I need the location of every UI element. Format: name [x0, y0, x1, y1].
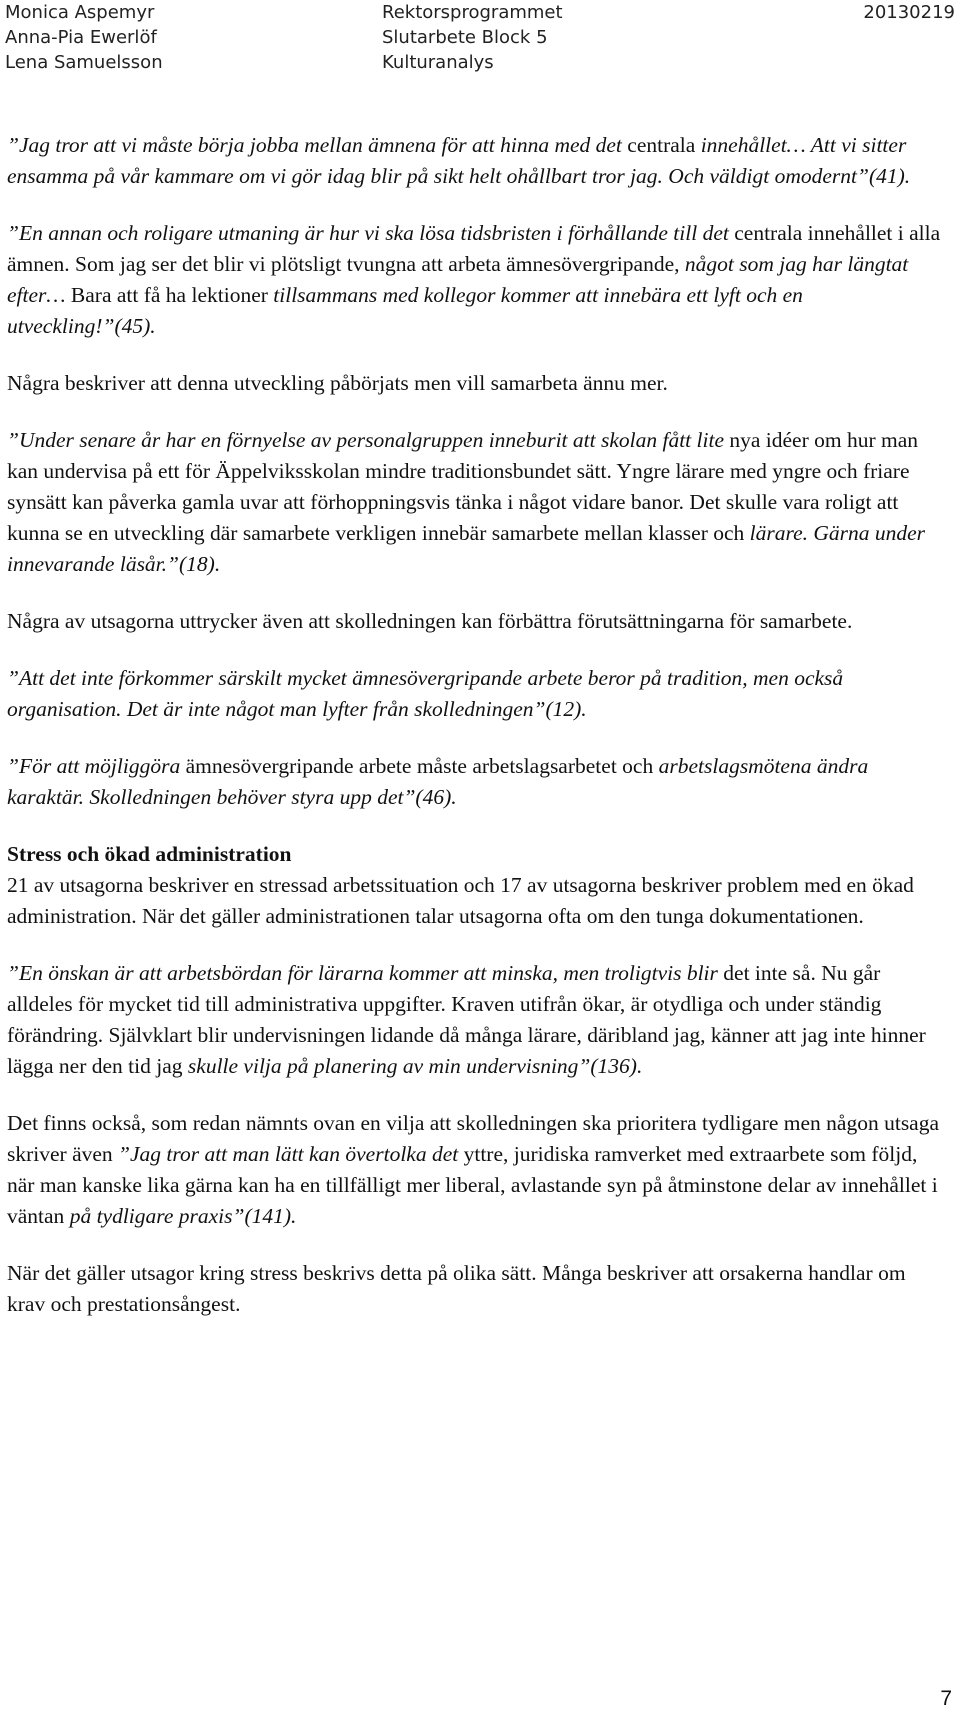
quote-text: ”Under senare år har en förnyelse av personalgruppen inneburit att skolan fått lite: [7, 428, 724, 452]
quote-text: ”En annan och roligare utmaning är hur vi ska lösa tidsbristen i förhållande till det: [7, 221, 735, 245]
paragraph: [7, 839, 947, 932]
section-heading: Stress och ökad administration: [7, 842, 292, 866]
header-program-line: Rektorsprogrammet: [382, 2, 563, 23]
document-body: [7, 130, 947, 1346]
quote-text: skulle vilja på planering av min undervisning”(136).: [187, 1054, 643, 1078]
page-header: [0, 0, 960, 80]
quote-text: ”Att det inte förkommer särskilt mycket ämnesövergripande arbete beror på tradition, men också organisation. Det är inte något man lyfter från skolledningen”(12).: [7, 666, 844, 721]
page-number: 7: [940, 1687, 952, 1710]
quote-text: ”En önskan är att arbetsbördan för lärarna kommer att minska, men troligtvis blir: [7, 961, 724, 985]
quote-text: ”Jag tror att man lätt kan övertolka det: [118, 1142, 459, 1166]
body-text: 21 av utsagorna beskriver en stressad arbetssituation och 17 av utsagorna beskriver problem med en ökad administration. När det gäller administrationen talar utsagorna ofta om den tunga dokumentationen.: [7, 873, 914, 928]
paragraph: [7, 663, 947, 725]
header-program-line: Kulturanalys: [382, 52, 494, 73]
header-author: Monica Aspemyr: [5, 2, 155, 23]
paragraph: [7, 606, 947, 637]
paragraph: [7, 130, 947, 192]
header-program: [382, 0, 563, 75]
header-author: Anna-Pia Ewerlöf: [5, 27, 157, 48]
header-authors: [5, 0, 163, 75]
quote-text: ”Jag tror att vi måste börja jobba mellan ämnena för att hinna med det: [7, 133, 628, 157]
quote-text: ”För att möjliggöra: [7, 754, 186, 778]
quote-text: tillsammans med kollegor kommer att innebära ett lyft och en utveckling!”(45).: [7, 283, 803, 338]
paragraph: [7, 218, 947, 342]
body-text: Det finns också, som redan nämnts ovan en vilja att skolledningen ska prioritera tydligare men någon utsaga skriver även: [7, 1111, 940, 1166]
body-text: Bara att få ha lektioner: [65, 283, 274, 307]
quote-text: något som jag har längtat efter…: [7, 252, 909, 307]
paragraph: [7, 1108, 947, 1232]
body-text: När det gäller utsagor kring stress beskrivs detta på olika sätt. Många beskriver att orsakerna handlar om krav och prestationsångest.: [7, 1261, 906, 1316]
paragraph: [7, 368, 947, 399]
body-text: Några beskriver att denna utveckling påbörjats men vill samarbeta ännu mer.: [7, 371, 668, 395]
paragraph: [7, 425, 947, 580]
body-text: ämnesövergripande arbete måste arbetslagsarbetet och: [185, 754, 659, 778]
body-text: Några av utsagorna uttrycker även att skolledningen kan förbättra förutsättningarna för samarbete.: [7, 609, 853, 633]
body-text: det inte så. Nu går alldeles för mycket tid till administrativa uppgifter. Kraven utifrån ökar, är otydliga och under ständig förändring. Självklart blir undervisningen lidande då många lärare, däribland jag, känner att jag inte hinner lägga ner den tid jag: [7, 961, 926, 1078]
paragraph: [7, 958, 947, 1082]
paragraph: [7, 751, 947, 813]
quote-text: arbetslagsmötena ändra karaktär. Skolledningen behöver styra upp det”(46).: [7, 754, 869, 809]
body-text: centrala: [627, 133, 696, 157]
paragraph: [7, 1258, 947, 1320]
quote-text: innehållet… Att vi sitter ensamma på vår kammare om vi gör idag blir på sikt helt ohållbart tror jag. Och väldigt omodernt”(41).: [7, 133, 911, 188]
header-program-line: Slutarbete Block 5: [382, 27, 548, 48]
body-text: yttre, juridiska ramverket med extraarbete som följd, när man kanske lika gärna kan ha en tillfälligt mer liberal, avlastande syn på åtminstone delar av innehållet i väntan: [7, 1142, 938, 1228]
quote-text: på tydligare praxis”(141).: [69, 1204, 297, 1228]
header-date: [863, 0, 955, 25]
body-text: centrala innehållet i alla ämnen. Som jag ser det blir vi plötsligt tvungna att arbeta ämnesövergripande,: [7, 221, 941, 276]
body-text: nya idéer om hur man kan undervisa på ett för Äppelviksskolan mindre traditionsbundet sätt. Yngre lärare med yngre och friare synsätt kan påverka gamla uvar att förhoppningsvis tänka i något vidare banor. Det skulle vara roligt att kunna se en utveckling där samarbete verkligen innebär samarbete mellan klasser och: [7, 428, 919, 545]
header-date-value: 20130219: [863, 2, 955, 23]
quote-text: lärare. Gärna under innevarande läsår.”(18).: [7, 521, 926, 576]
header-author: Lena Samuelsson: [5, 52, 163, 73]
